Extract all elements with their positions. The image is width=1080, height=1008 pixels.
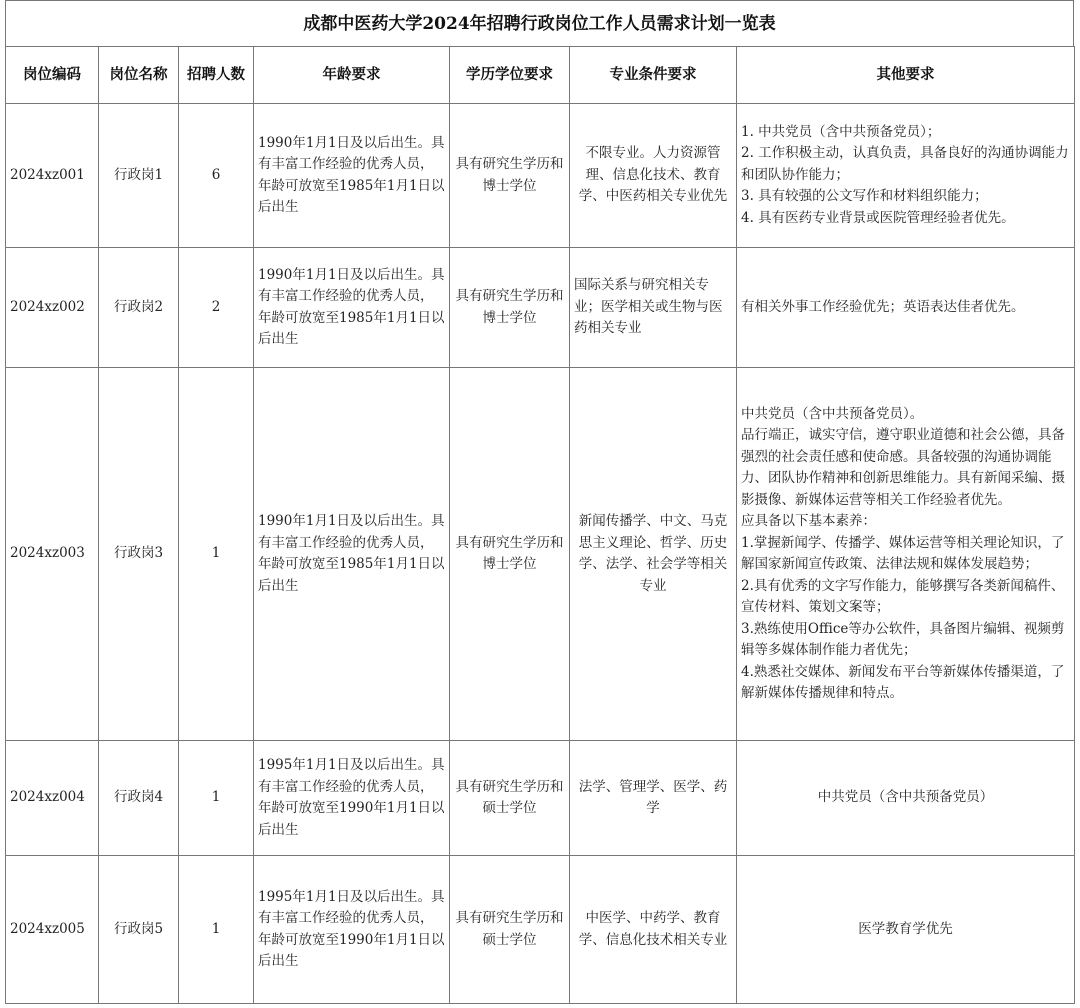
table-row <box>6 248 1075 368</box>
cell-count: 1 <box>179 856 254 1004</box>
cell-name: 行政岗4 <box>99 741 179 856</box>
recruitment-table <box>5 46 1075 1004</box>
cell-name: 行政岗1 <box>99 104 179 248</box>
cell-name: 行政岗5 <box>99 856 179 1004</box>
cell-major: 不限专业。人力资源管理、信息化技术、教育学、中医药相关专业优先 <box>570 104 737 248</box>
cell-major: 新闻传播学、中文、马克思主义理论、哲学、历史学、法学、社会学等相关专业 <box>570 368 737 741</box>
other-line: 4. 具有医药专业背景或医院管理经验者优先。 <box>741 209 1015 226</box>
header-other: 其他要求 <box>737 47 1075 104</box>
cell-other <box>737 856 1075 1004</box>
cell-code: 2024xz005 <box>6 856 99 1004</box>
cell-degree: 具有研究生学历和硕士学位 <box>450 741 570 856</box>
header-degree: 学历学位要求 <box>450 47 570 104</box>
cell-code: 2024xz001 <box>6 104 99 248</box>
cell-major: 国际关系与研究相关专业；医学相关或生物与医药相关专业 <box>570 248 737 368</box>
other-line: 2. 工作积极主动，认真负责，具备良好的沟通协调能力和团队协作能力； <box>741 145 1069 183</box>
cell-code: 2024xz004 <box>6 741 99 856</box>
header-row <box>6 47 1075 104</box>
cell-code: 2024xz003 <box>6 368 99 741</box>
header-code: 岗位编码 <box>6 47 99 104</box>
cell-age: 1990年1月1日及以后出生。具有丰富工作经验的优秀人员，年龄可放宽至1985年1月1日以后出生 <box>254 368 450 741</box>
cell-name: 行政岗3 <box>99 368 179 741</box>
cell-degree: 具有研究生学历和硕士学位 <box>450 856 570 1004</box>
cell-age: 1995年1月1日及以后出生。具有丰富工作经验的优秀人员，年龄可放宽至1990年1月1日以后出生 <box>254 741 450 856</box>
header-count: 招聘人数 <box>179 47 254 104</box>
table-row <box>6 368 1075 741</box>
header-major: 专业条件要求 <box>570 47 737 104</box>
cell-degree: 具有研究生学历和博士学位 <box>450 248 570 368</box>
other-line: 应具备以下基本素养： <box>741 513 876 529</box>
cell-age: 1995年1月1日及以后出生。具有丰富工作经验的优秀人员，年龄可放宽至1990年1月1日以后出生 <box>254 856 450 1004</box>
cell-age: 1990年1月1日及以后出生。具有丰富工作经验的优秀人员，年龄可放宽至1985年1月1日以后出生 <box>254 248 450 368</box>
header-name: 岗位名称 <box>99 47 179 104</box>
table-row <box>6 741 1075 856</box>
other-line: 3. 具有较强的公文写作和材料组织能力； <box>741 188 988 205</box>
cell-count: 2 <box>179 248 254 368</box>
other-line: 4.熟悉社交媒体、新闻发布平台等新媒体传播渠道，了解新媒体传播规律和特点。 <box>741 663 1065 701</box>
other-line: 1.掌握新闻学、传播学、媒体运营等相关理论知识，了解国家新闻宣传政策、法律法规和媒体发展趋势； <box>741 534 1065 572</box>
other-line: 有相关外事工作经验优先；英语表达佳者优先。 <box>741 298 1025 315</box>
other-line: 3.熟练使用Office等办公软件，具备图片编辑、视频剪辑等多媒体制作能力者优先； <box>741 620 1065 658</box>
header-age: 年龄要求 <box>254 47 450 104</box>
cell-count: 1 <box>179 368 254 741</box>
cell-major: 中医学、中药学、教育学、信息化技术相关专业 <box>570 856 737 1004</box>
other-line: 2.具有优秀的文字写作能力，能够撰写各类新闻稿件、宣传材料、策划文案等； <box>741 577 1065 615</box>
cell-degree: 具有研究生学历和博士学位 <box>450 368 570 741</box>
other-line: 中共党员（含中共预备党员）。 <box>741 405 924 422</box>
cell-major: 法学、管理学、医学、药学 <box>570 741 737 856</box>
cell-code: 2024xz002 <box>6 248 99 368</box>
cell-count: 6 <box>179 104 254 248</box>
cell-count: 1 <box>179 741 254 856</box>
other-line: 中共党员（含中共预备党员） <box>817 789 994 806</box>
other-line: 品行端正，诚实守信，遵守职业道德和社会公德，具备强烈的社会责任感和使命感。具备较强的沟通协调能力、团队协作精神和创新思维能力。具有新闻采编、摄影摄像、新媒体运营等相关工作经验者优先。 <box>741 427 1065 508</box>
cell-age: 1990年1月1日及以后出生。具有丰富工作经验的优秀人员，年龄可放宽至1985年1月1日以后出生 <box>254 104 450 248</box>
table-row <box>6 104 1075 248</box>
other-line: 1. 中共党员（含中共预备党员）； <box>741 123 941 140</box>
cell-other <box>737 248 1075 368</box>
table-row <box>6 856 1075 1004</box>
other-line: 医学教育学优先 <box>858 920 953 937</box>
cell-name: 行政岗2 <box>99 248 179 368</box>
cell-other <box>737 368 1075 741</box>
cell-other <box>737 104 1075 248</box>
table-title: 成都中医药大学2024年招聘行政岗位工作人员需求计划一览表 <box>5 0 1074 46</box>
cell-other <box>737 741 1075 856</box>
cell-degree: 具有研究生学历和博士学位 <box>450 104 570 248</box>
